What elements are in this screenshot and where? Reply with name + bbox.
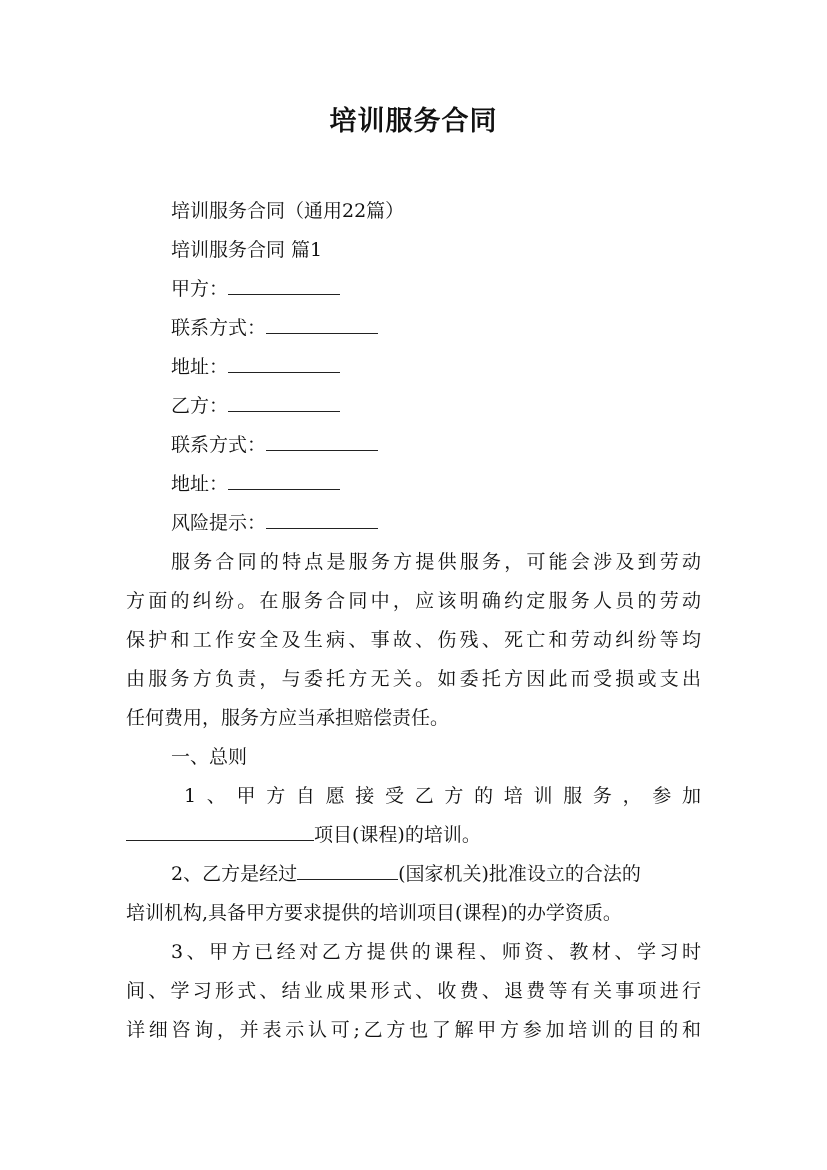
clause-1-line1: 1、甲方自愿接受乙方的培训服务，参加 [184,785,701,807]
party-b-contact-blank [266,432,378,451]
risk-text-line: 方面的纠纷。在服务合同中，应该明确约定服务人员的劳动 [126,590,701,612]
clause-1-blank [126,822,314,841]
clause-2-line2: 培训机构,具备甲方要求提供的培训项目(课程)的办学资质。 [126,902,622,924]
risk-line [126,510,701,536]
party-a-contact-label: 联系方式： [171,317,267,339]
risk-text-line: 保护和工作安全及生病、事故、伤残、死亡和劳动纠纷等均 [126,629,701,651]
party-a-address-label: 地址： [171,356,229,378]
party-b-contact-label: 联系方式： [171,434,267,456]
party-a-contact-blank [266,315,378,334]
party-b-label: 乙方： [171,395,229,417]
clause-2-blank [297,861,398,880]
document-subtitle: 培训服务合同（通用22篇） [171,200,405,222]
party-a-label: 甲方： [171,278,229,300]
risk-text-line: 服务合同的特点是服务方提供服务，可能会涉及到劳动 [171,551,701,573]
document-title: 培训服务合同 [329,106,498,137]
party-b-line [126,393,701,419]
risk-label: 风险提示： [171,512,267,534]
clause-2-prefix: 2、乙方是经过 [171,863,298,885]
clause-2-suffix: (国家机关)批准设立的合法的 [398,863,641,885]
section-heading: 培训服务合同 篇1 [171,239,323,261]
clause-3-line: 3、甲方已经对乙方提供的课程、师资、教材、学习时 [171,941,701,963]
clause-3-line: 间、学习形式、结业成果形式、收费、退费等有关事项进行 [126,980,701,1002]
chapter-heading: 一、总则 [171,746,248,768]
risk-blank [266,510,378,529]
party-a-address-line [126,354,701,380]
party-b-address-line [126,471,701,497]
party-a-line [126,276,701,302]
party-a-contact-line [126,315,701,341]
party-a-blank [228,276,340,295]
party-b-address-blank [228,471,340,490]
risk-text-line: 任何费用，服务方应当承担赔偿责任。 [126,707,450,729]
party-b-address-label: 地址： [171,473,229,495]
party-b-contact-line [126,432,701,458]
clause-3-line: 详细咨询，并表示认可;乙方也了解甲方参加培训的目的和 [126,1019,701,1041]
clause-1-suffix: 项目(课程)的培训。 [314,824,481,846]
party-a-address-blank [228,354,340,373]
clause-2-line1 [126,861,701,887]
risk-text-line: 由服务方负责，与委托方无关。如委托方因此而受损或支出 [126,668,701,690]
clause-1-line2 [126,822,701,848]
party-b-blank [228,393,340,412]
